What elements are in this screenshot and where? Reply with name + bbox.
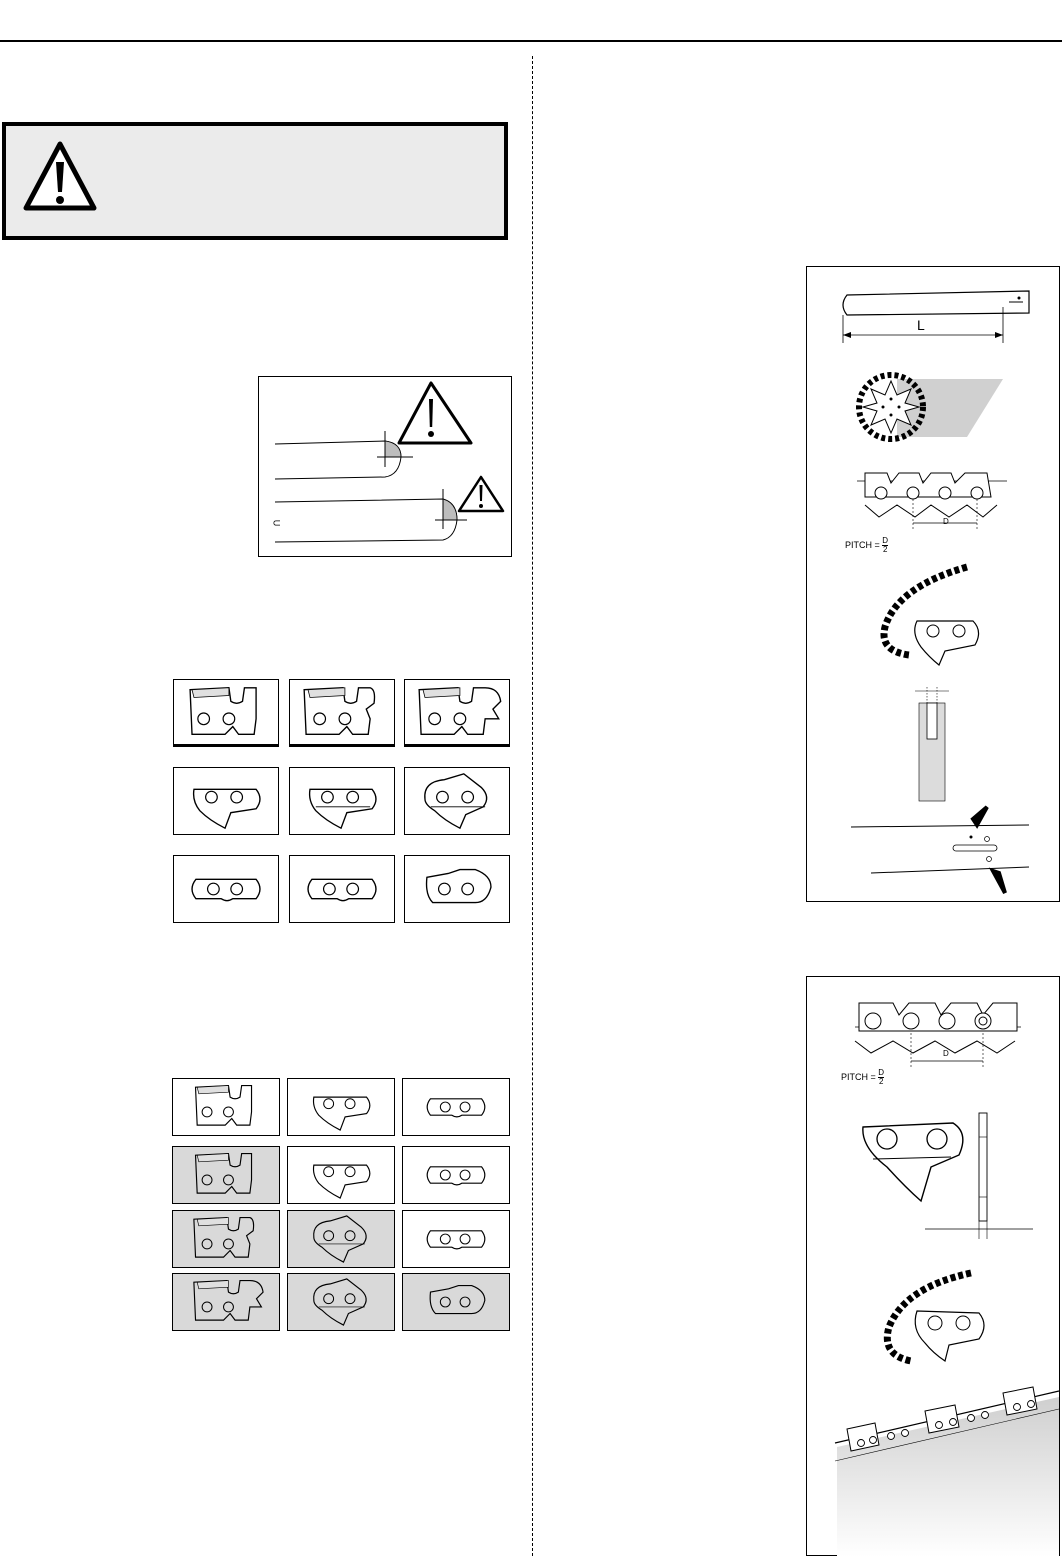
combination-tile <box>402 1078 510 1136</box>
drive-link-icon <box>288 1147 394 1203</box>
drive-link-tile <box>289 767 395 835</box>
chain-pitch-drawing-2 <box>855 1003 1021 1067</box>
drive-link-icon <box>174 768 278 834</box>
combination-tile <box>287 1078 395 1136</box>
bar-and-chain-figure <box>806 266 1060 902</box>
drive-link-gauge-drawing <box>863 1113 1033 1239</box>
chain-on-bar-drawing <box>835 1387 1059 1557</box>
chain-loop-drawing-2 <box>887 1273 984 1361</box>
chain-pitch-gauge-figure <box>806 976 1060 1556</box>
combination-tile <box>287 1210 395 1268</box>
cutter-icon <box>173 1079 279 1135</box>
bar-length-label: L <box>917 317 925 333</box>
pitch-label-2: PITCH = <box>841 1071 876 1082</box>
cutter-tile <box>289 679 395 747</box>
pitch-numerator-2: D <box>878 1068 885 1077</box>
combination-tile <box>287 1146 395 1204</box>
combination-tile <box>402 1210 510 1268</box>
tie-strap-icon <box>403 1274 509 1330</box>
cutter-icon <box>173 1274 279 1330</box>
combination-tile <box>172 1210 280 1268</box>
cutter-tile <box>404 679 510 747</box>
tie-strap-icon <box>290 856 394 922</box>
tie-strap-tile <box>289 855 395 923</box>
column-divider <box>532 56 533 1556</box>
chain-pitch-drawing <box>857 473 1007 529</box>
cutter-icon <box>174 680 278 746</box>
guide-bar-length-drawing <box>843 291 1029 343</box>
pitch-label: PITCH = <box>845 539 880 550</box>
tie-strap-icon <box>403 1147 509 1203</box>
warning-box <box>2 122 508 240</box>
drive-link-icon <box>290 768 394 834</box>
drive-link-tile <box>173 767 279 835</box>
tie-strap-icon <box>405 856 509 922</box>
dimension-d-label-2: D <box>943 1049 950 1058</box>
sprocket-nose-drawing <box>859 375 1003 439</box>
drive-link-icon <box>288 1079 394 1135</box>
pitch-denominator-2: 2 <box>878 1077 884 1086</box>
drive-link-tile <box>404 767 510 835</box>
combination-tile <box>172 1273 280 1331</box>
tie-strap-tile <box>173 855 279 923</box>
combination-tile <box>287 1273 395 1331</box>
header-rule <box>0 40 1062 42</box>
tie-strap-icon <box>403 1211 509 1267</box>
kickback-zone-figure <box>258 376 512 557</box>
combination-tile <box>172 1078 280 1136</box>
dimension-d-label: D <box>943 517 950 526</box>
cutter-icon <box>405 680 509 746</box>
kickback-warning-icon <box>399 383 471 443</box>
warning-triangle-icon <box>20 138 100 218</box>
tie-strap-icon <box>403 1079 509 1135</box>
combination-tile <box>402 1146 510 1204</box>
tie-strap-tile <box>404 855 510 923</box>
chain-loop-drawing <box>884 567 979 665</box>
pitch-formula-2 <box>841 1069 884 1086</box>
bar-groove-drawing <box>915 687 949 801</box>
tie-strap-icon <box>174 856 278 922</box>
cutter-icon <box>290 680 394 746</box>
cutter-icon <box>173 1147 279 1203</box>
bar-mark-label: U <box>271 519 282 527</box>
pitch-numerator: D <box>882 536 889 545</box>
bar-oil-holes-drawing <box>851 807 1029 893</box>
combination-tile <box>172 1146 280 1204</box>
drive-link-icon <box>288 1274 394 1330</box>
cutter-icon <box>173 1211 279 1267</box>
cutter-tile <box>173 679 279 747</box>
pitch-formula <box>845 537 888 554</box>
combination-tile <box>402 1273 510 1331</box>
drive-link-icon <box>288 1211 394 1267</box>
drive-link-icon <box>405 768 509 834</box>
pitch-denominator: 2 <box>882 545 888 554</box>
